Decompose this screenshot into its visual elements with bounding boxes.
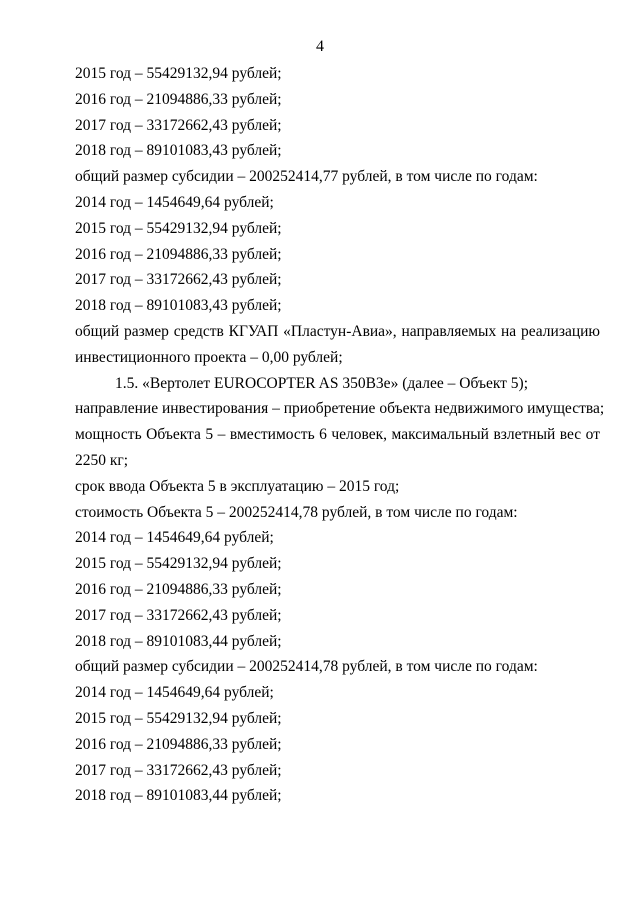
text-line: направление инвестирования – приобретение объекта недвижимого имущества; <box>75 400 605 418</box>
text-line: 2017 год – 33172662,43 рублей; <box>75 271 282 289</box>
text-line: 2015 год – 55429132,94 рублей; <box>75 555 282 573</box>
text-line: общий размер средств КГУАП «Пластун-Авиа», направляемых на реализацию <box>75 322 600 340</box>
text-line: 2017 год – 33172662,43 рублей; <box>75 761 282 779</box>
text-line: 2018 год – 89101083,44 рублей; <box>75 787 282 805</box>
text-line: 2014 год – 1454649,64 рублей; <box>75 529 274 547</box>
text-line: общий размер субсидии – 200252414,77 рублей, в том числе по годам: <box>75 168 538 186</box>
text-line: 2016 год – 21094886,33 рублей; <box>75 735 282 753</box>
text-line: 2014 год – 1454649,64 рублей; <box>75 684 274 702</box>
text-line: 2018 год – 89101083,43 рублей; <box>75 297 282 315</box>
text-line: общий размер субсидии – 200252414,78 рублей, в том числе по годам: <box>75 658 538 676</box>
text-line: 2250 кг; <box>75 451 129 469</box>
text-line: 2017 год – 33172662,43 рублей; <box>75 606 282 624</box>
text-line: срок ввода Объекта 5 в эксплуатацию – 2015 год; <box>75 477 400 495</box>
text-line: инвестиционного проекта – 0,00 рублей; <box>75 348 343 366</box>
text-line: 2014 год – 1454649,64 рублей; <box>75 193 274 211</box>
text-line: мощность Объекта 5 – вместимость 6 человек, максимальный взлетный вес от <box>75 426 600 444</box>
page-number: 4 <box>316 38 324 55</box>
text-line: 2018 год – 89101083,43 рублей; <box>75 142 282 160</box>
text-line: 2016 год – 21094886,33 рублей; <box>75 245 282 263</box>
text-line: 2016 год – 21094886,33 рублей; <box>75 580 282 598</box>
section-heading: 1.5. «Вертолет EUROCOPTER AS 350B3e» (далее – Объект 5); <box>115 374 529 392</box>
text-line: 2015 год – 55429132,94 рублей; <box>75 219 282 237</box>
text-line: 2015 год – 55429132,94 рублей; <box>75 709 282 727</box>
text-line: 2018 год – 89101083,44 рублей; <box>75 632 282 650</box>
document-body <box>75 61 605 809</box>
text-line: 2016 год – 21094886,33 рублей; <box>75 90 282 108</box>
text-line: 2017 год – 33172662,43 рублей; <box>75 116 282 134</box>
text-line: 2015 год – 55429132,94 рублей; <box>75 65 282 82</box>
text-line: стоимость Объекта 5 – 200252414,78 рублей, в том числе по годам: <box>75 503 518 521</box>
